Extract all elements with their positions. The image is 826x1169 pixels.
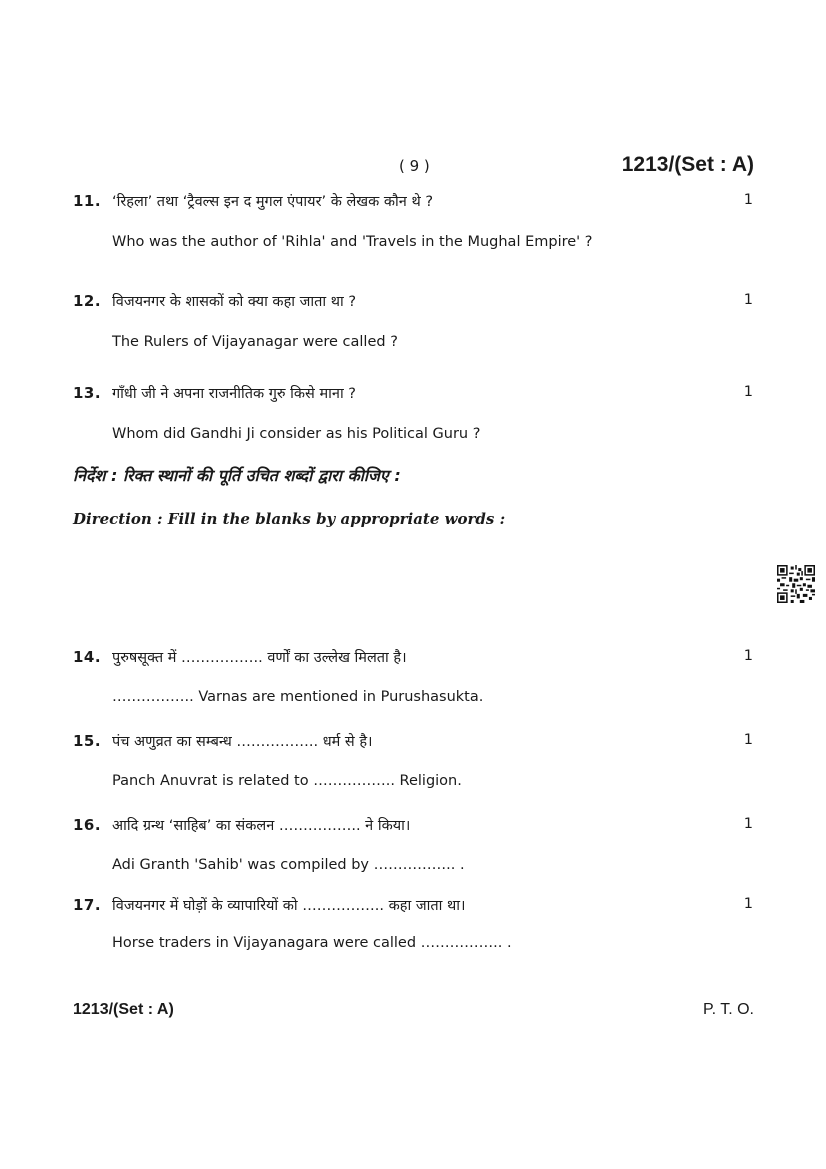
question-marks: 1 xyxy=(743,292,753,308)
question-hindi: ‘रिहला’ तथा ‘ट्रैवल्स इन द मुगल एंपायर’ के लेखक कौन थे ? xyxy=(112,194,434,210)
question-number: 14. xyxy=(73,648,102,666)
page-number: ( 9 ) xyxy=(399,157,430,175)
question-marks: 1 xyxy=(743,648,753,664)
question-english: …………….. Varnas are mentioned in Purushasukta. xyxy=(112,689,484,705)
question-hindi: विजयनगर में घोड़ों के व्यापारियों को …………….. कहा जाता था। xyxy=(112,898,466,914)
question-english: The Rulers of Vijayanagar were called ? xyxy=(112,334,398,350)
paper-code-header: 1213/(Set : A) xyxy=(621,153,754,176)
question-marks: 1 xyxy=(743,732,753,748)
question-hindi: विजयनगर के शासकों को क्या कहा जाता था ? xyxy=(112,294,357,310)
paper-code-footer: 1213/(Set : A) xyxy=(73,1001,174,1018)
question-marks: 1 xyxy=(743,896,753,912)
question-hindi: आदि ग्रन्थ ‘साहिब’ का संकलन …………….. ने किया। xyxy=(112,818,411,834)
question-marks: 1 xyxy=(743,384,753,400)
question-hindi: गाँधी जी ने अपना राजनीतिक गुरु किसे माना ? xyxy=(112,386,357,402)
question-english: Horse traders in Vijayanagara were called …………….. . xyxy=(112,935,512,951)
question-english: Adi Granth 'Sahib' was compiled by …………….. . xyxy=(112,857,465,873)
question-english: Whom did Gandhi Ji consider as his Political Guru ? xyxy=(112,426,481,442)
question-number: 17. xyxy=(73,896,102,914)
question-english: Who was the author of 'Rihla' and 'Travels in the Mughal Empire' ? xyxy=(112,234,593,250)
question-number: 12. xyxy=(73,292,102,310)
question-number: 13. xyxy=(73,384,102,402)
question-english: Panch Anuvrat is related to …………….. Religion. xyxy=(112,773,462,789)
direction-english: Direction : Fill in the blanks by appropriate words : xyxy=(73,510,506,528)
question-marks: 1 xyxy=(743,192,753,208)
question-marks: 1 xyxy=(743,816,753,832)
question-number: 16. xyxy=(73,816,102,834)
question-number: 11. xyxy=(73,192,102,210)
pto-label: P. T. O. xyxy=(703,1001,754,1018)
question-hindi: पंच अणुव्रत का सम्बन्ध …………….. धर्म से है। xyxy=(112,734,373,750)
qr-code-icon xyxy=(777,565,815,603)
direction-hindi: निर्देश : रिक्त स्थानों की पूर्ति उचित शब्दों द्वारा कीजिए : xyxy=(73,466,401,485)
question-hindi: पुरुषसूक्त में …………….. वर्णों का उल्लेख मिलता है। xyxy=(112,650,407,666)
question-number: 15. xyxy=(73,732,102,750)
